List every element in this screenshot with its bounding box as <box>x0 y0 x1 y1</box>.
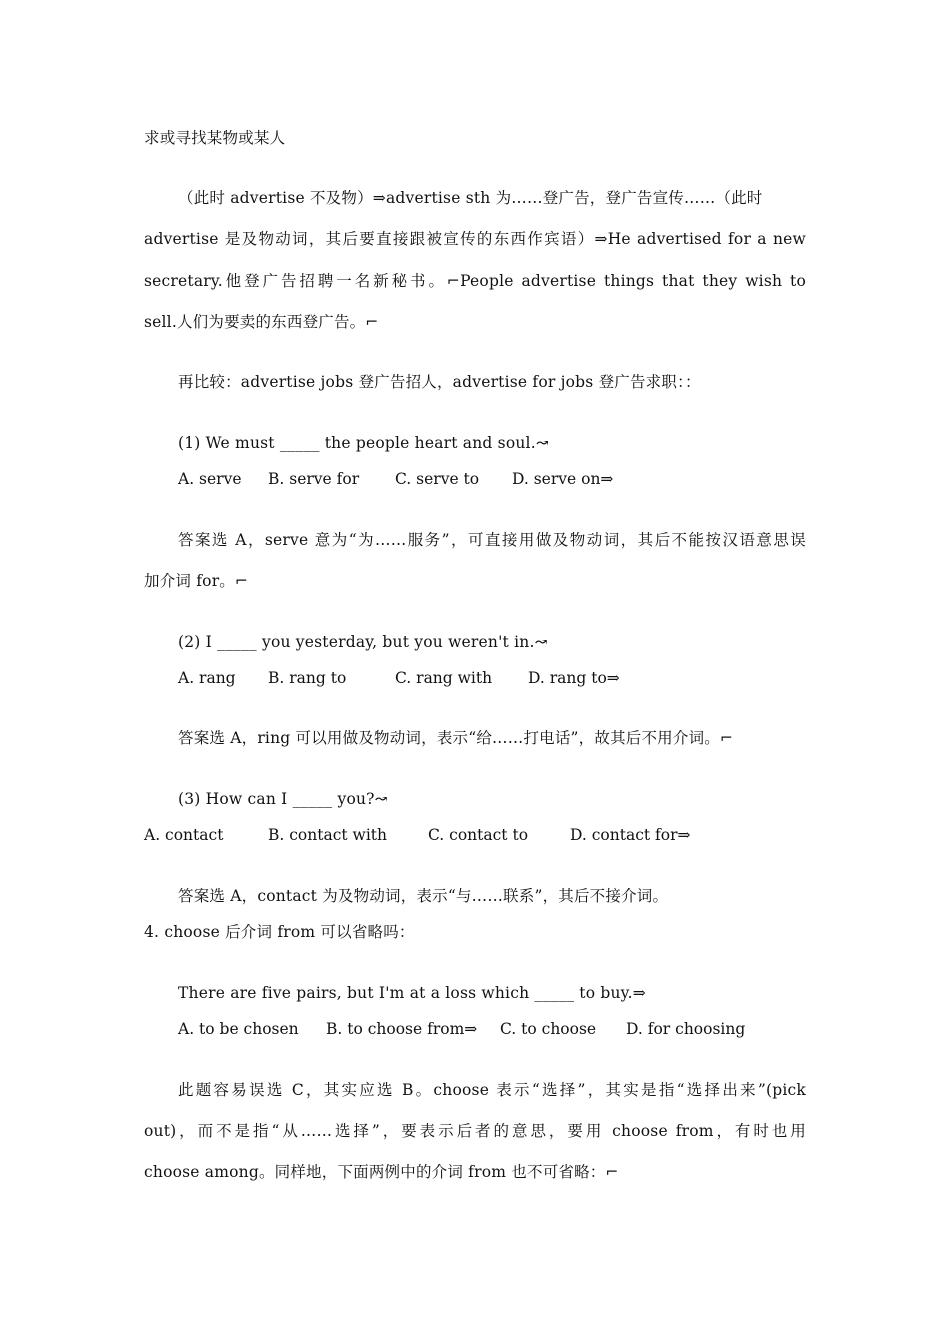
question-1: (1) We must _____ the people heart and soul.↝ <box>178 434 550 452</box>
option-c: C. contact to <box>428 826 529 844</box>
question-2: (2) I _____ you yesterday, but you weren't in.↝ <box>178 633 548 651</box>
option-d: D. serve on⇒ <box>512 470 614 488</box>
section-heading: 4. choose 后介词 from 可以省略吗： <box>144 923 415 941</box>
option-b: B. rang to <box>268 669 347 687</box>
answer-2: 答案选 A，ring 可以用做及物动词，表示“给……打电话”，故其后不用介词。⌐ <box>178 729 734 747</box>
option-a: A. rang <box>178 669 236 687</box>
text-line: 求或寻找某物或某人 <box>144 129 286 147</box>
option-a: A. to be chosen <box>178 1020 299 1038</box>
answer-1-cont: 加介词 for。⌐ <box>144 572 249 590</box>
option-c: C. to choose <box>500 1020 597 1038</box>
text-line: secretary.他登广告招聘一名新秘书。⌐People advertise things that they wish to <box>144 272 806 290</box>
text-line: choose among。同样地，下面两例中的介词 from 也不可省略：⌐ <box>144 1163 619 1181</box>
option-d: D. contact for⇒ <box>570 826 691 844</box>
text-line: sell.人们为要卖的东西登广告。⌐ <box>144 313 379 331</box>
text-line: （此时 advertise 不及物）⇒advertise sth 为……登广告，登广告宣传……（此时 <box>178 189 763 207</box>
option-d: D. rang to⇒ <box>528 669 620 687</box>
option-d: D. for choosing <box>626 1020 746 1038</box>
option-b: B. contact with <box>268 826 387 844</box>
text-line: out)，而不是指“从……选择”，要表示后者的意思，要用 choose from，有时也用 <box>144 1122 806 1140</box>
option-c: C. serve to <box>395 470 480 488</box>
option-a: A. serve <box>178 470 242 488</box>
answer-1: 答案选 A，serve 意为“为……服务”，可直接用做及物动词，其后不能按汉语意思误 <box>178 531 806 549</box>
option-b: B. to choose from⇒ <box>326 1020 478 1038</box>
option-b: B. serve for <box>268 470 360 488</box>
option-c: C. rang with <box>395 669 493 687</box>
option-a: A. contact <box>144 826 224 844</box>
question-3: (3) How can I _____ you?↝ <box>178 790 388 808</box>
text-line: 再比较：advertise jobs 登广告招人，advertise for jobs 登广告求职：： <box>178 373 701 391</box>
text-line: 此题容易误选 C，其实应选 B。choose 表示“选择”，其实是指“选择出来”(pick <box>178 1081 806 1099</box>
question-4: There are five pairs, but I'm at a loss which _____ to buy.⇒ <box>178 984 646 1002</box>
answer-3: 答案选 A，contact 为及物动词，表示“与……联系”，其后不接介词。 <box>178 887 669 905</box>
text-line: advertise 是及物动词，其后要直接跟被宣传的东西作宾语）⇒He advertised for a new <box>144 230 806 248</box>
